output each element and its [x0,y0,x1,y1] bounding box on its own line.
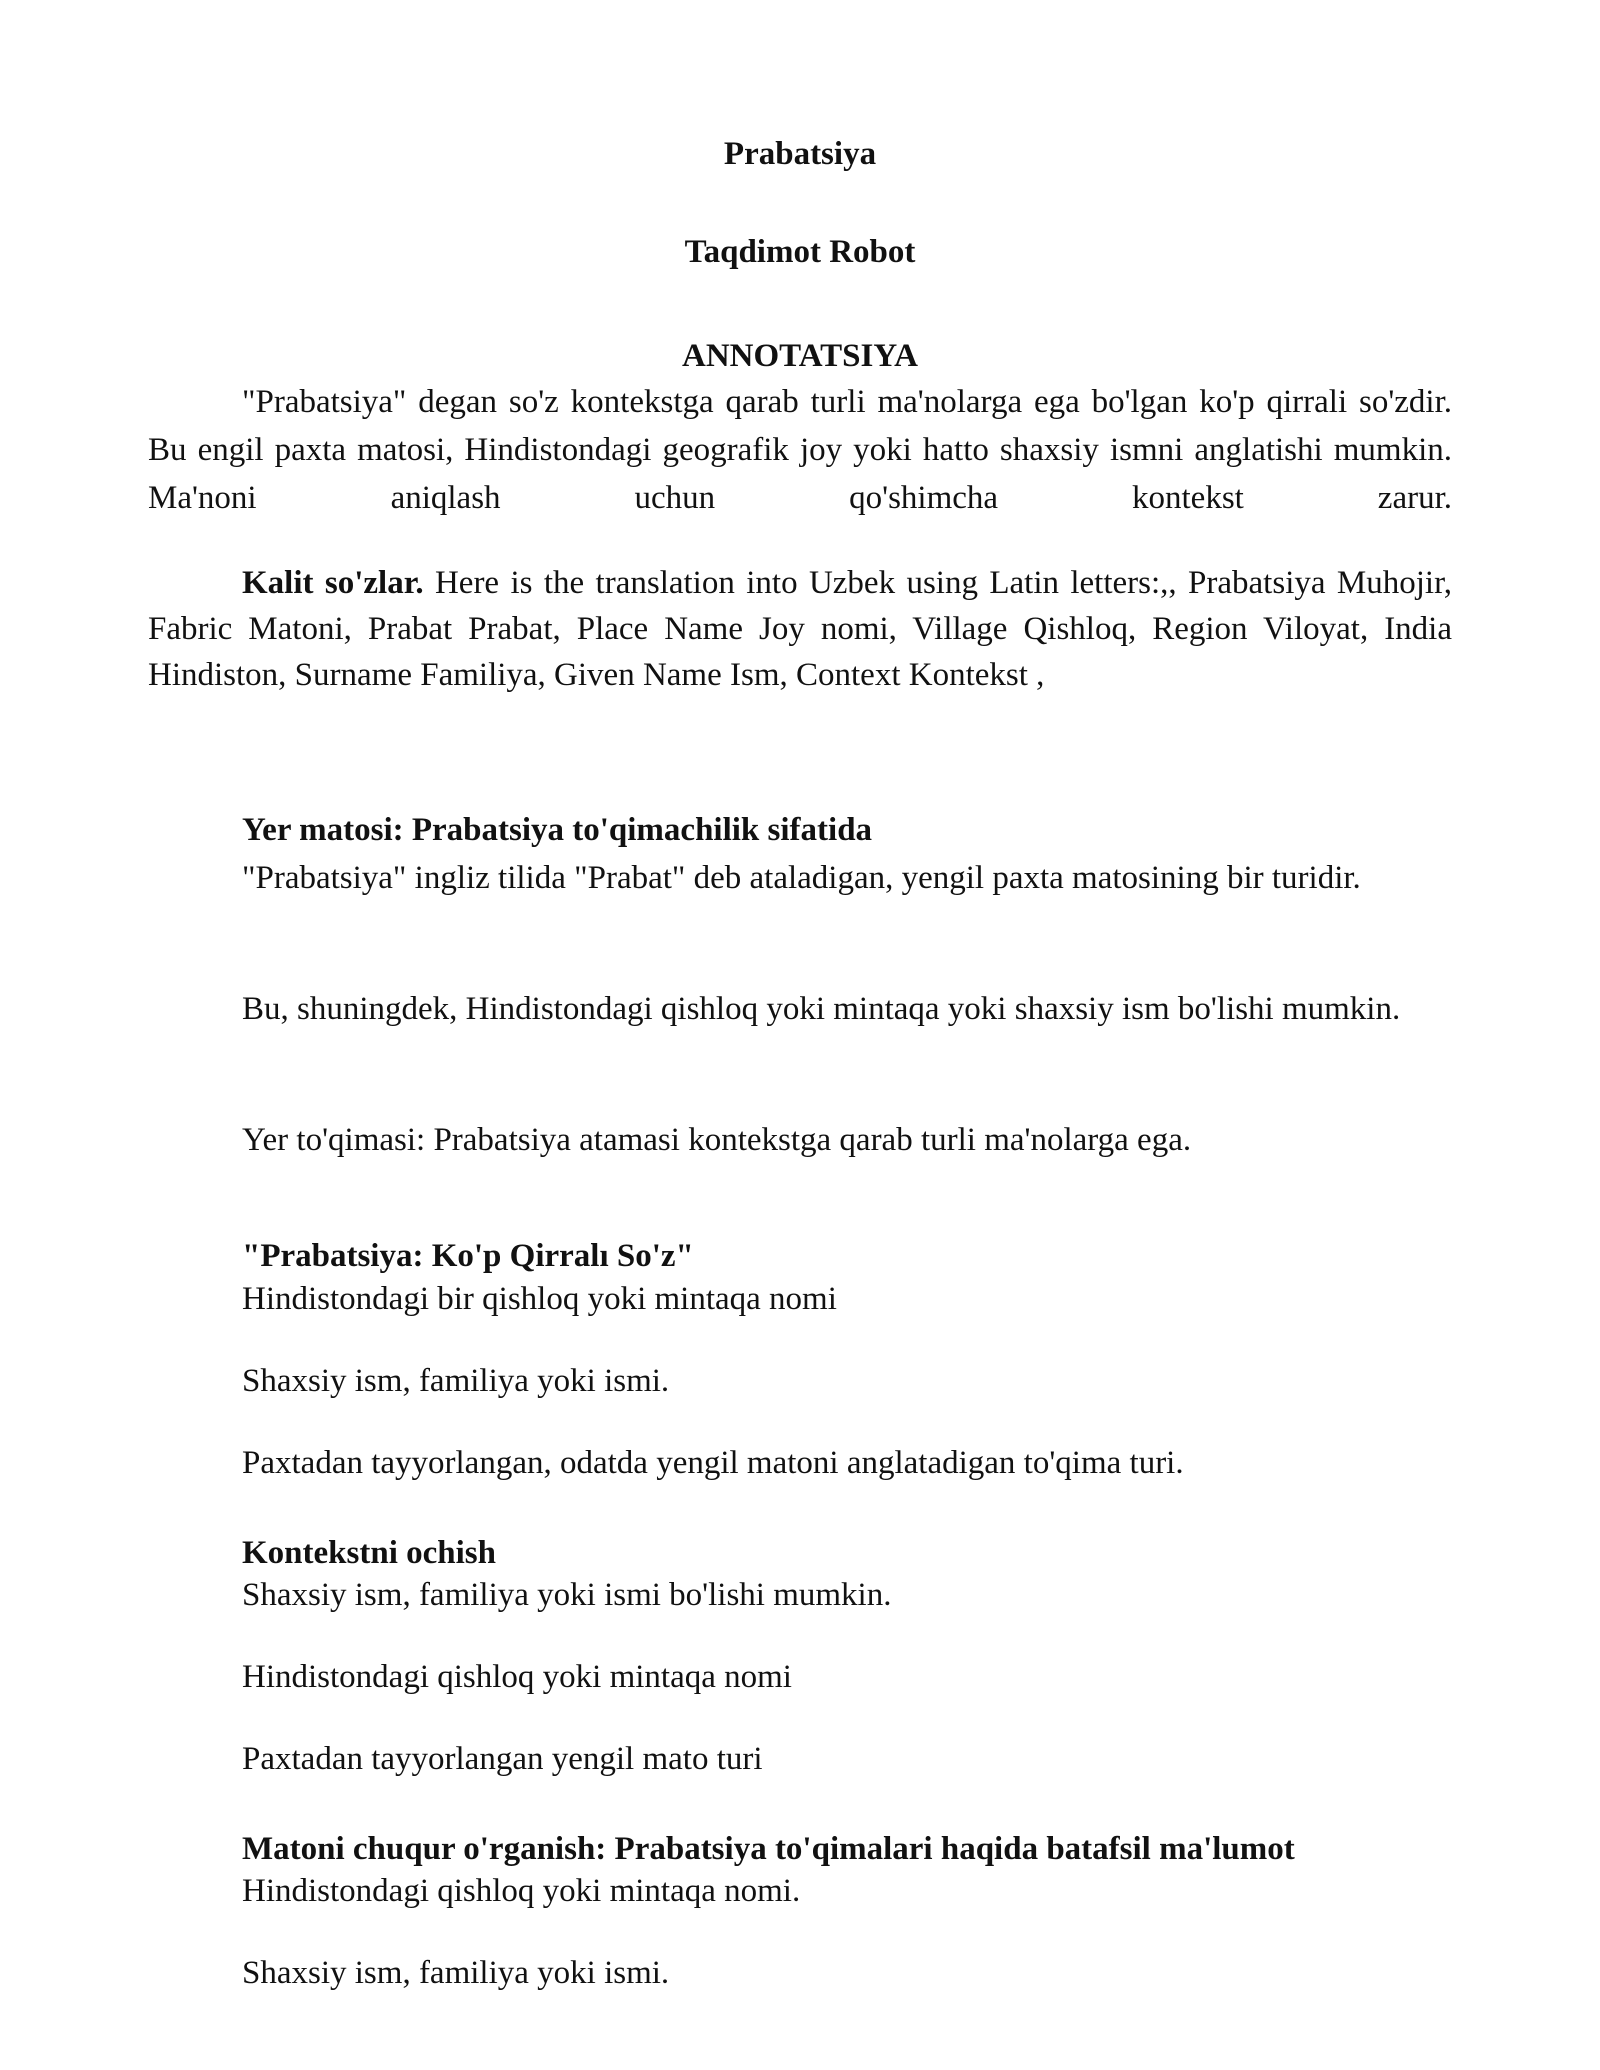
section-heading-context: Kontekstni ochish [242,1535,496,1571]
section-context-item-1: Shaxsiy ism, familiya yoki ismi bo'lishi mumkin. [242,1577,892,1613]
section-heading-multifaceted: "Prabatsiya: Ko'p Qirralı So'z" [242,1238,694,1274]
document-author: Taqdimot Robot [684,234,916,270]
keywords-text: Here is the translation into Uzbek using Latin letters:,, Prabatsiya Muhojir, Fabric Matoni, Prabat Prabat, Place Name Joy nomi, Village Qishloq, Region Viloyat, India Hindiston, Surname Familiya, Given Name Ism, Context Kontekst , [148,565,1452,693]
section-textile-paragraph-2: Bu, shuningdek, Hindistondagi qishloq yoki mintaqa yoki shaxsiy ism bo'lishi mumkin. [242,991,1401,1027]
section-heading-textile: Yer matosi: Prabatsiya to'qimachilik sifatida [242,812,873,848]
section-textile-paragraph-1: "Prabatsiya" ingliz tilida "Prabat" deb ataladigan, yengil paxta matosining bir turidir. [242,860,1361,896]
document-title: Prabatsiya [723,136,877,172]
annotation-heading: ANNOTATSIYA [682,338,918,374]
section-multifaceted-item-1: Hindistondagi bir qishloq yoki mintaqa nomi [242,1281,837,1317]
section-fabric-study-item-2: Shaxsiy ism, familiya yoki ismi. [242,1955,670,1991]
section-context-item-3: Paxtadan tayyorlangan yengil mato turi [242,1741,763,1777]
section-multifaceted-item-3: Paxtadan tayyorlangan, odatda yengil matoni anglatadigan to'qima turi. [242,1445,1184,1481]
keywords-label: Kalit so'zlar. [242,565,424,601]
annotation-paragraph: "Prabatsiya" degan so'z kontekstga qarab turli ma'nolarga ega bo'lgan ko'p qirrali so'zdir. Bu engil paxta matosi, Hindistondagi geografik joy yoki hatto shaxsiy ismni anglatishi mumkin. Ma'noni aniqlash uchun qo'shimcha kontekst zarur. [148,384,1452,516]
keywords-paragraph [148,560,1452,698]
section-textile-paragraph-3: Yer to'qimasi: Prabatsiya atamasi kontekstga qarab turli ma'nolarga ega. [242,1122,1192,1158]
section-fabric-study-item-1: Hindistondagi qishloq yoki mintaqa nomi. [242,1873,801,1909]
section-multifaceted-item-2: Shaxsiy ism, familiya yoki ismi. [242,1363,670,1399]
section-heading-fabric-study: Matoni chuqur o'rganish: Prabatsiya to'qimalari haqida batafsil ma'lumot [242,1831,1295,1867]
section-context-item-2: Hindistondagi qishloq yoki mintaqa nomi [242,1659,792,1695]
